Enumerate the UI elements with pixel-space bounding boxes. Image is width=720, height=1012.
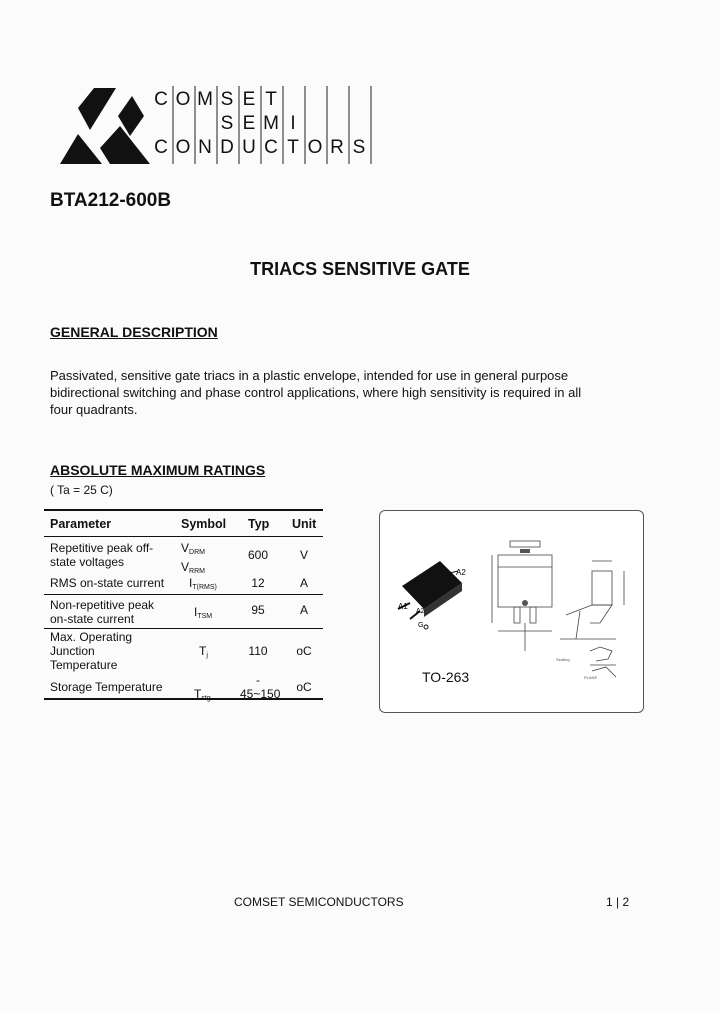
logo-letter: [150, 112, 172, 136]
document-title: TRIACS SENSITIVE GATE: [250, 259, 470, 279]
table-row-symbol: [181, 541, 205, 579]
pin-label-a2-lower: A2: [416, 608, 425, 615]
logo-letter: R: [330, 137, 344, 158]
table-row-param: RMS on-state current: [50, 576, 165, 590]
ratings-heading: ABSOLUTE MAXIMUM RATINGS: [50, 462, 266, 478]
logo-letter: [172, 112, 194, 136]
description-line: Passivated, sensitive gate triacs in a plastic envelope, intended for use in general purpose: [50, 368, 569, 383]
general-description-text: [50, 367, 610, 418]
symbol-main: T: [194, 687, 202, 701]
logo-letter: T: [265, 89, 277, 110]
symbol-sub: stg: [201, 695, 211, 702]
table-row-symbol: [194, 687, 211, 706]
table-row-unit: oC: [296, 680, 312, 694]
logo-letter: T: [287, 137, 299, 158]
ratings-condition: ( Ta = 25 C): [50, 483, 113, 497]
pin-label-g: G: [418, 622, 424, 629]
logo-letter: C: [154, 137, 168, 158]
company-logo-text: [150, 88, 370, 160]
symbol-sub: DRM: [189, 549, 205, 556]
symbol-main: T: [199, 644, 207, 658]
logo-letter: N: [198, 137, 212, 158]
table-row-unit: V: [299, 548, 308, 562]
table-row-symbol: [189, 576, 217, 595]
symbol-main: I: [189, 576, 193, 590]
logo-letter: S: [352, 137, 366, 158]
company-logo-mark: [60, 86, 150, 166]
logo-letter: S: [220, 89, 234, 110]
symbol-main: I: [194, 605, 198, 619]
logo-letter: O: [175, 137, 191, 158]
logo-letter: C: [154, 89, 168, 110]
page-number: 1 | 2: [606, 895, 630, 909]
symbol-main: V: [181, 541, 190, 555]
pin-label-a1: A1: [398, 602, 408, 611]
logo-letter: D: [220, 137, 234, 158]
svg-text:PLANE: PLANE: [584, 675, 598, 680]
logo-letter: M: [197, 89, 213, 110]
table-row-typ: 95: [251, 603, 265, 617]
logo-row: [150, 112, 370, 136]
param-line: Max. Operating: [50, 630, 133, 644]
symbol-sub: T(RMS): [192, 584, 217, 591]
symbol-sub: j: [206, 652, 208, 659]
table-row-symbol: [194, 605, 212, 624]
table-row-param: Storage Temperature: [50, 680, 163, 694]
typ-line: -: [256, 673, 260, 687]
param-line: Non-repetitive peak: [50, 598, 155, 612]
col-header-symbol: Symbol: [181, 517, 227, 531]
package-type-label: TO-263: [422, 669, 470, 685]
pin-label-a2: A2: [456, 568, 466, 577]
table-row-param: [50, 541, 153, 569]
typ-line: 45~150: [240, 687, 281, 701]
logo-letter: C: [264, 137, 278, 158]
logo-letter: E: [242, 113, 256, 134]
logo-row: [150, 136, 370, 160]
param-line: Temperature: [50, 658, 118, 672]
part-number: BTA212-600B: [50, 190, 172, 211]
param-line: state voltages: [50, 555, 125, 569]
table-row-param: [50, 598, 154, 626]
table-row-unit: A: [299, 576, 308, 590]
description-line: four quadrants.: [50, 402, 138, 417]
table-row-typ: 12: [251, 576, 265, 590]
param-line: Junction: [50, 644, 95, 658]
logo-letter: O: [307, 137, 323, 158]
general-description-heading: GENERAL DESCRIPTION: [50, 324, 218, 340]
table-row-symbol: [199, 644, 208, 663]
symbol-main: V: [181, 560, 190, 574]
package-drawing: [379, 510, 644, 713]
param-line: on-state current: [50, 612, 135, 626]
logo-letter: I: [290, 113, 296, 134]
logo-letter: O: [175, 89, 191, 110]
logo-letter: S: [220, 113, 234, 134]
col-header-parameter: Parameter: [50, 517, 112, 531]
table-row-typ: 110: [248, 644, 268, 658]
col-header-typ: Typ: [248, 517, 270, 531]
svg-text:Seating: Seating: [556, 657, 570, 662]
footer-company: COMSET SEMICONDUCTORS: [234, 895, 404, 909]
logo-letter: M: [263, 113, 279, 134]
package-outline-diagram: [380, 511, 643, 712]
param-line: Repetitive peak off-: [50, 541, 154, 555]
symbol-sub: TSM: [197, 613, 213, 620]
symbol-sub: RRM: [189, 568, 205, 575]
logo-letter: [194, 112, 216, 136]
logo-row: [150, 88, 370, 112]
table-row-unit: A: [299, 603, 308, 617]
table-row-param: [50, 630, 132, 672]
table-row-typ: 600: [247, 548, 269, 562]
logo-letter: U: [242, 137, 256, 158]
table-row-unit: oC: [296, 644, 312, 658]
col-header-unit: Unit: [292, 517, 317, 531]
table-row-typ: [240, 673, 281, 701]
logo-letter: E: [242, 89, 256, 110]
description-line: bidirectional switching and phase control applications, where high sensitivity is required in all: [50, 385, 582, 400]
